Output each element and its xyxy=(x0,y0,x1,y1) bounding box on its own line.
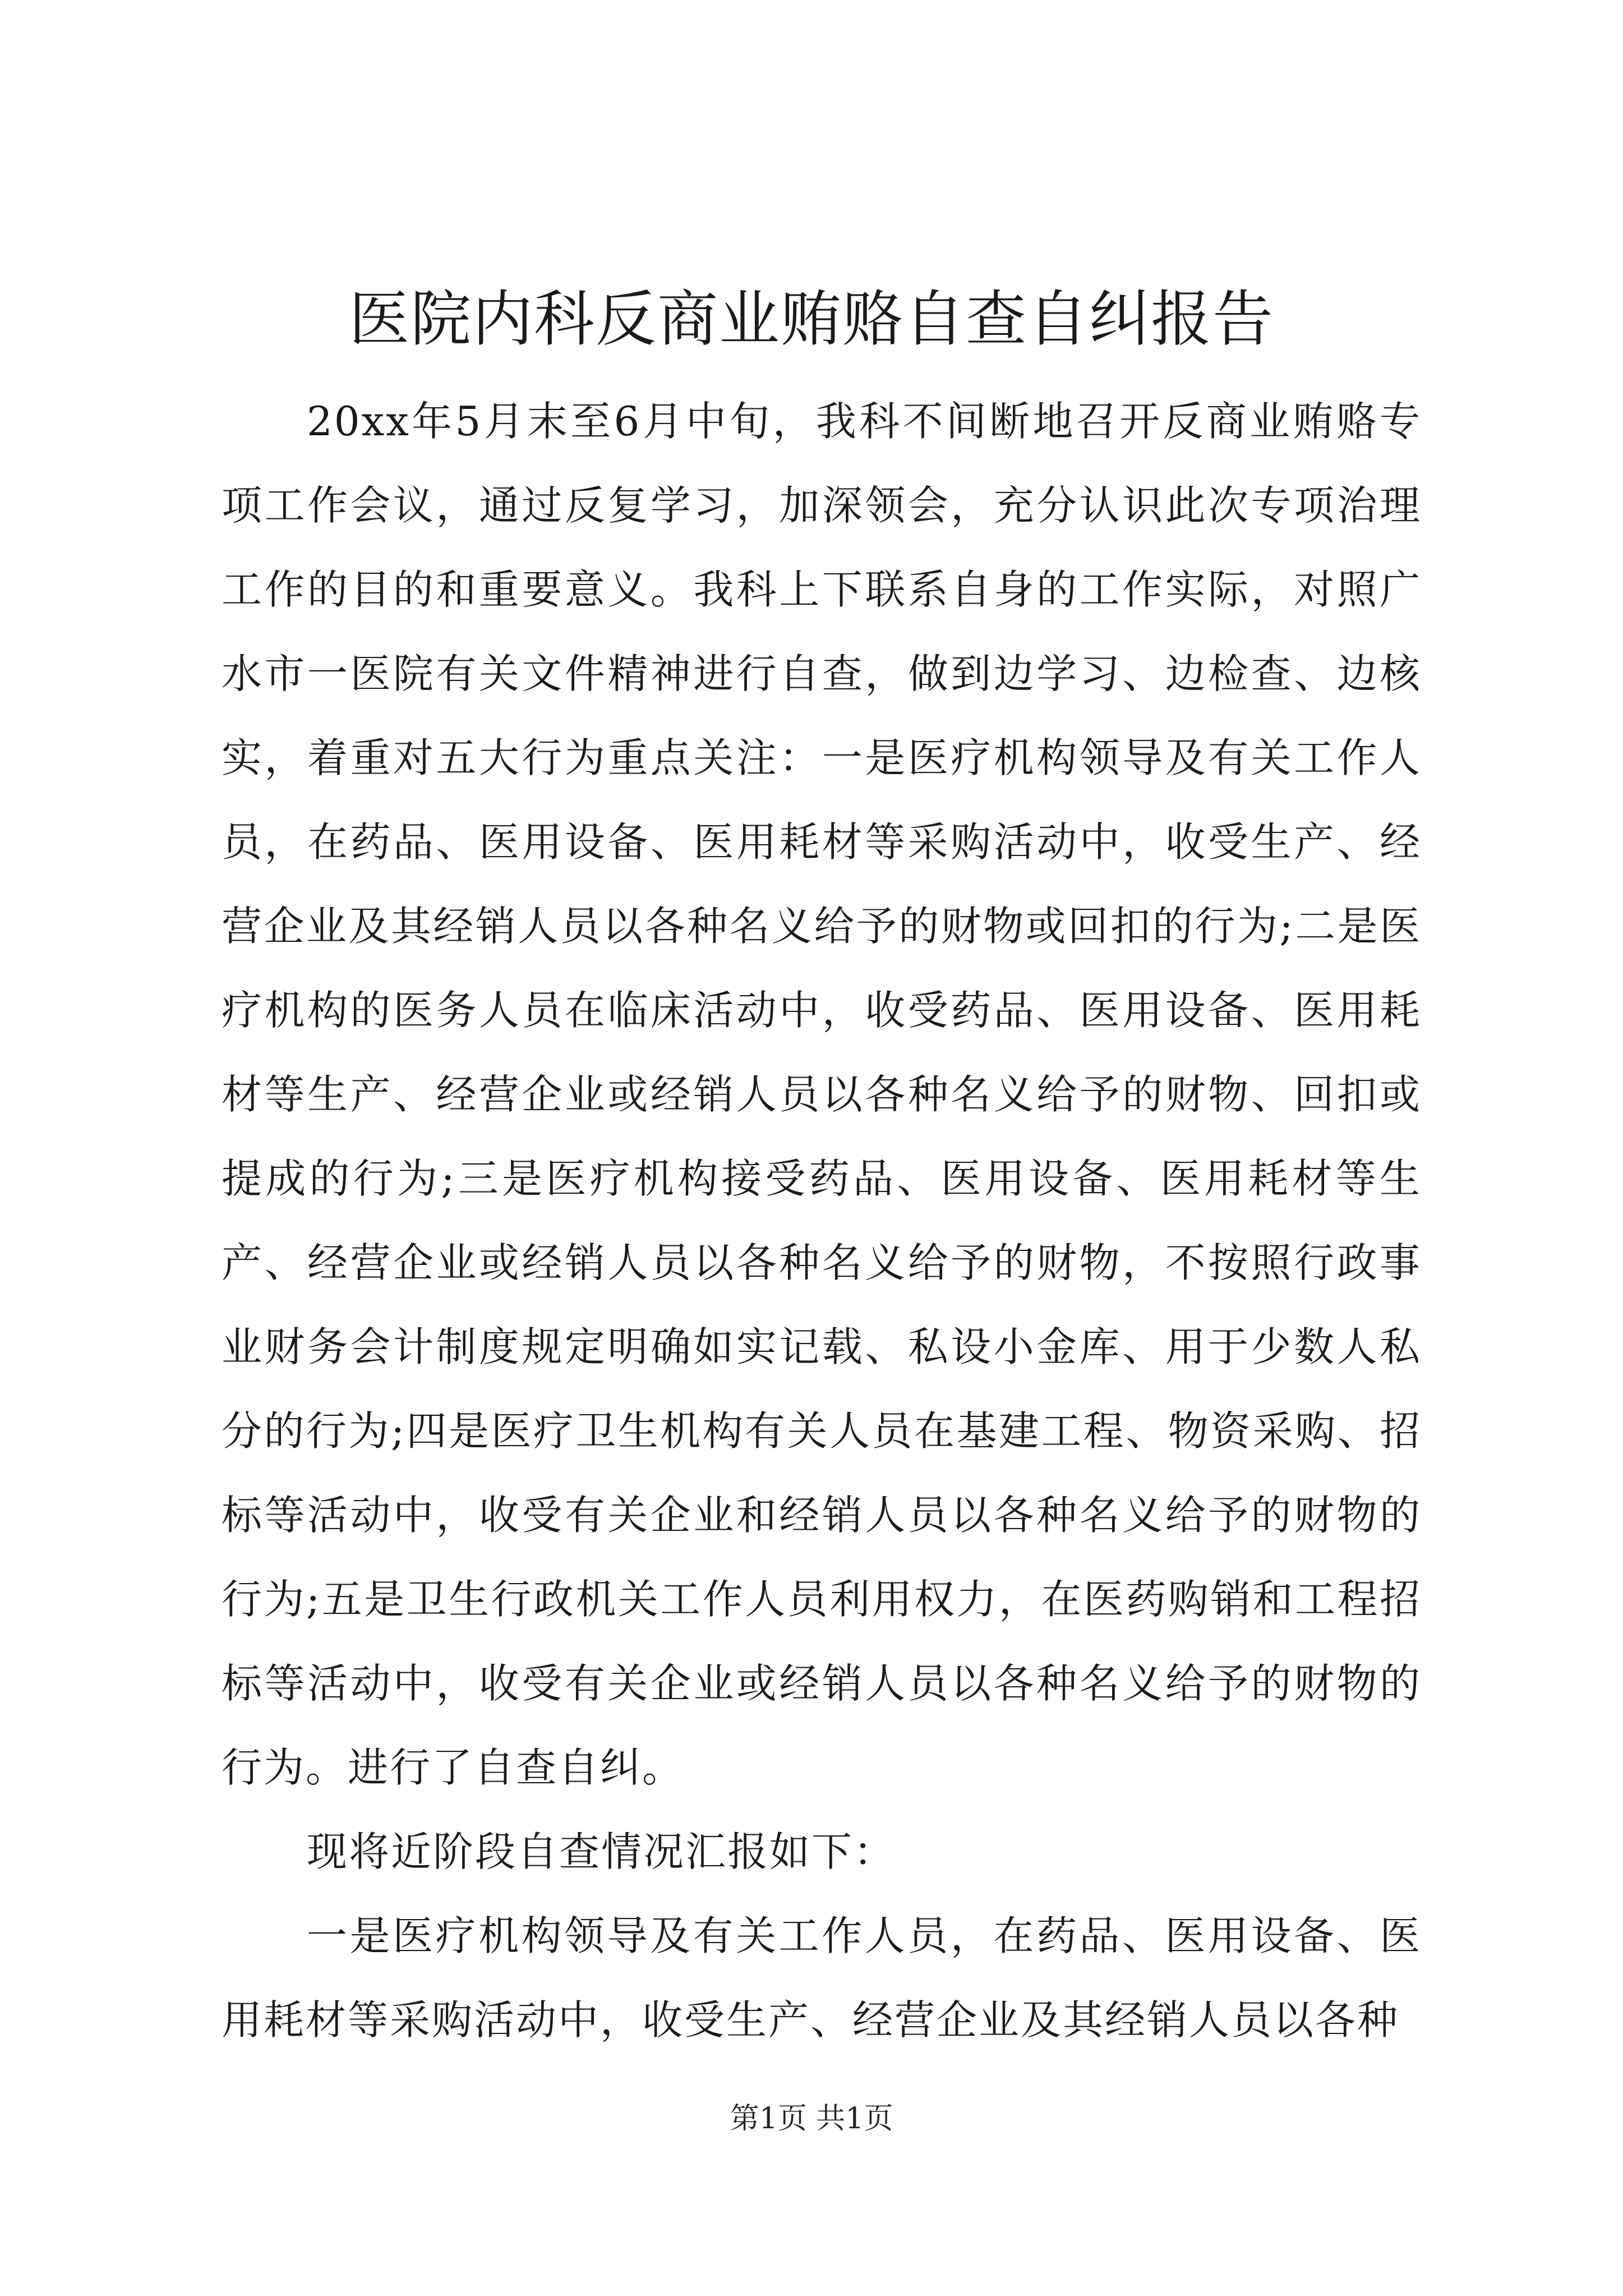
document-body xyxy=(222,379,1422,2062)
page-footer: 第1页 共1页 xyxy=(730,2102,893,2136)
document-title: 医院内科反商业贿赂自查自纠报告 xyxy=(348,284,1274,355)
paragraph-report-lead: 现将近阶段自查情况汇报如下： xyxy=(307,1828,896,1875)
paragraph-intro: 20xx年5月末至6月中旬，我科不间断地召开反商业贿赂专项工作会议，通过反复学习，加深领会，充分认识此次专项治理工作的目的和重要意义。我科上下联系自身的工作实际，对照广水市一医院有关文件精神进行自查，做到边学习、边检查、边核实，着重对五大行为重点关注：一是医疗机构领导及有关工作人员，在药品、医用设备、医用耗材等采购活动中，收受生产、经营企业及其经销人员以各种名义给予的财物或回扣的行为;二是医疗机构的医务人员在临床活动中，收受药品、医用设备、医用耗材等生产、经营企业或经销人员以各种名义给予的财物、回扣或提成的行为;三是医疗机构接受药品、医用设备、医用耗材等生产、经营企业或经销人员以各种名义给予的财物，不按照行政事业财务会计制度规定明确如实记载、私设小金库、用于少数人私分的行为;四是医疗卫生机构有关人员在基建工程、物资采购、招标等活动中，收受有关企业和经销人员以各种名义给予的财物的行为;五是卫生行政机关工作人员利用权力，在医药购销和工程招标等活动中，收受有关企业或经销人员以各种名义给予的财物的行为。进行了自查自纠。 xyxy=(222,398,1422,1791)
paragraph-item-one: 一是医疗机构领导及有关工作人员，在药品、医用设备、医用耗材等采购活动中，收受生产、经营企业及其经销人员以各种 xyxy=(222,1912,1422,2044)
